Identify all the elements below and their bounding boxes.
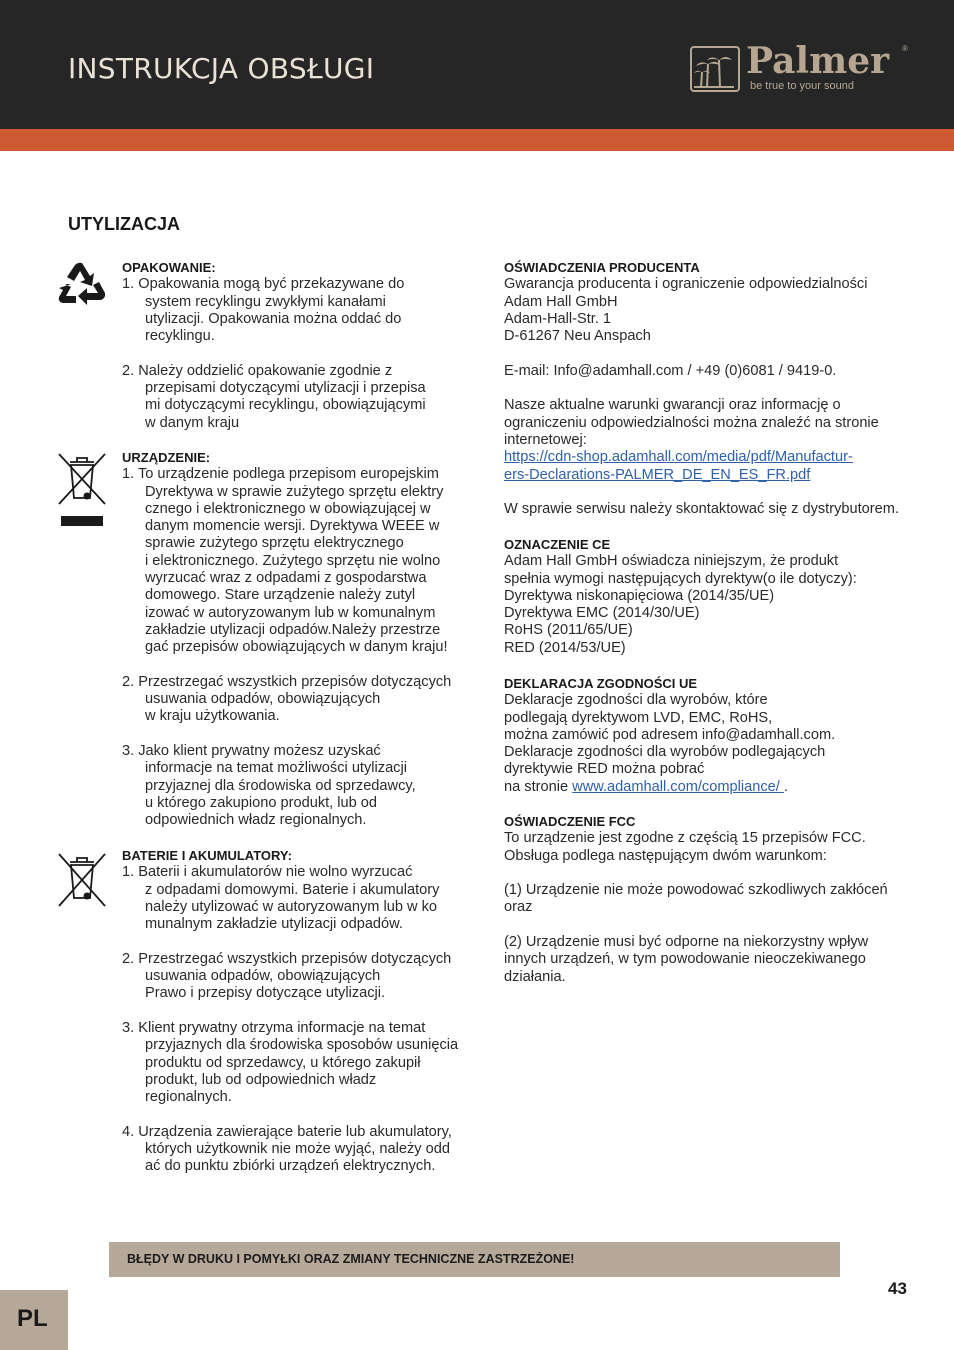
text-line: izować w autoryzowanym lub w komunalnym — [145, 604, 436, 621]
battery-bin-icon — [57, 852, 107, 913]
text-line: mi dotyczącymi recyklingu, obowiązującymi — [145, 397, 426, 414]
text-line: dyrektywie RED można pobrać — [504, 761, 705, 778]
text-line: w danym kraju — [145, 414, 240, 431]
text-line: informacje na temat możliwości utylizacji — [145, 760, 407, 777]
contact-email: E-mail: Info@adamhall.com / +49 (0)6081 / 9419-0. — [504, 362, 837, 379]
text-line: utylizacji. Opakowania można oddać do — [145, 310, 402, 327]
section-title: UTYLIZACJA — [68, 214, 180, 234]
text-line: 3. Jako klient prywatny możesz uzyskać — [122, 743, 381, 760]
text-line: ograniczeniu odpowiedzialności można znaleźć na stronie — [504, 414, 879, 431]
packaging-block — [122, 259, 426, 432]
text-line: podlegają dyrektywom LVD, EMC, RoHS, — [504, 709, 773, 726]
batteries-heading: BATERIE I AKUMULATORY: — [122, 848, 292, 863]
text-line: 1. To urządzenie podlega przepisom europejskim — [122, 466, 439, 483]
text-line: Deklaracje zgodności dla wyrobów, które — [504, 692, 768, 709]
text-line: 4. Urządzenia zawierające baterie lub akumulatory, — [122, 1123, 452, 1140]
language-code: PL — [17, 1305, 48, 1332]
accent-bar — [0, 129, 954, 151]
palmer-logo — [690, 40, 920, 96]
text-line: Dyrektywa w sprawie zużytego sprzętu elektry — [145, 483, 444, 500]
text-line: To urządzenie jest zgodne z częścią 15 przepisów FCC. — [504, 830, 866, 847]
service-note: W sprawie serwisu należy skontaktować się z dystrybutorem. — [504, 501, 899, 518]
device-heading: URZĄDZENIE: — [122, 450, 211, 465]
crossed-bin-icon — [57, 452, 107, 533]
declarations-link[interactable]: ers-Declarations-PALMER_DE_EN_ES_FR.pdf — [504, 466, 811, 483]
declarations-link[interactable]: https://cdn-shop.adamhall.com/media/pdf/Manufactur- — [504, 449, 853, 466]
text-line: przyjaznych dla środowiska sposobów usunięcia — [145, 1037, 459, 1054]
text-line: Adam Hall GmbH — [504, 293, 618, 310]
text-line: i elektronicznego. Zużytego sprzętu nie wolno — [145, 552, 441, 569]
text-line: u którego zakupiono produkt, lub od — [145, 794, 378, 811]
text-line: spełnia wymogi następujących dyrektyw(o ile dotyczy): — [504, 570, 857, 587]
manufacturer-block — [504, 259, 899, 518]
text-line: regionalnych. — [145, 1089, 232, 1106]
packaging-heading: OPAKOWANIE: — [122, 260, 216, 275]
text-line: cznego i elektronicznego w obowiązującej w — [145, 500, 431, 517]
manual-title: INSTRUKCJA OBSŁUGI — [68, 52, 375, 85]
text-line: usuwania odpadów, obowiązujących — [145, 968, 381, 985]
text-line: Dyrektywa niskonapięciowa (2014/35/UE) — [504, 587, 775, 604]
text-line: usuwania odpadów, obowiązujących — [145, 691, 381, 708]
text-line: Obsługa podlega następującym dwóm warunkom: — [504, 847, 827, 864]
text-line: z odpadami domowymi. Baterie i akumulatory — [145, 881, 440, 898]
batteries-block — [122, 847, 458, 1176]
registered-mark: ® — [902, 44, 908, 53]
footer-notice-bar — [109, 1242, 840, 1277]
fcc-block — [504, 813, 888, 986]
text-line: Prawo i przepisy dotyczące utylizacji. — [145, 985, 386, 1002]
text-line: 3. Klient prywatny otrzyma informacje na temat — [122, 1019, 426, 1036]
text-line: przyjaznej dla środowiska od sprzedawcy, — [145, 777, 416, 794]
text-line: 2. Przestrzegać wszystkich przepisów dotyczących — [122, 950, 452, 967]
eu-heading: DEKLARACJA ZGODNOŚCI UE — [504, 676, 698, 691]
text-line: 2. Należy oddzielić opakowanie zgodnie z — [122, 362, 393, 379]
text-line: produktu od sprzedawcy, u którego zakupił — [145, 1054, 421, 1071]
text-line: ać do punktu zbiórki urządzeń elektrycznych. — [145, 1158, 436, 1175]
text-line: Gwarancja producenta i ograniczenie odpowiedzialności — [504, 276, 868, 293]
text-line: sprawie zużytego sprzętu elektrycznego — [145, 535, 404, 552]
eu-declaration-block — [504, 675, 835, 796]
text-line: odpowiednich władz regionalnych. — [145, 812, 367, 829]
ce-heading: OZNACZENIE CE — [504, 537, 611, 552]
text-line: recyklingu. — [145, 328, 215, 345]
compliance-link[interactable]: www.adamhall.com/compliance/ — [572, 778, 784, 795]
footer-notice: BŁĘDY W DRUKU I POMYŁKI ORAZ ZMIANY TECHNICZNE ZASTRZEŻONE! — [127, 1252, 575, 1266]
text-line — [504, 779, 835, 796]
text-line: w kraju użytkowania. — [145, 708, 280, 725]
text-line: 1. Opakowania mogą być przekazywane do — [122, 276, 405, 293]
text-line: RoHS (2011/65/UE) — [504, 622, 633, 639]
device-block — [122, 449, 451, 830]
text-line: danym momencie wersji. Dyrektywa WEEE w — [145, 518, 440, 535]
text-line: przepisami dotyczącymi utylizacji i przepisa — [145, 380, 426, 397]
ce-block — [504, 536, 857, 657]
text-line: munalnym zakładzie utylizacji odpadów. — [145, 916, 403, 933]
page-header — [0, 0, 954, 129]
text-span: na stronie — [504, 778, 573, 795]
text-line: system recyklingu zwykłymi kanałami — [145, 293, 386, 310]
text-line: internetowej: — [504, 431, 587, 448]
text-line: Dyrektywa EMC (2014/30/UE) — [504, 605, 700, 622]
text-line: można zamówić pod adresem info@adamhall.com. — [504, 726, 836, 743]
text-line: (1) Urządzenie nie może powodować szkodliwych zakłóceń — [504, 882, 888, 899]
text-line: produkt, lub od odpowiednich władz — [145, 1071, 377, 1088]
text-line: 2. Przestrzegać wszystkich przepisów dotyczących — [122, 673, 452, 690]
recycling-icon — [57, 260, 107, 313]
text-line: RED (2014/53/UE) — [504, 639, 626, 656]
language-tab — [0, 1290, 68, 1350]
text-line: gać przepisów obowiązujących w danym kraju! — [145, 639, 448, 656]
manufacturer-heading: OŚWIADCZENIA PRODUCENTA — [504, 260, 700, 275]
text-line: których użytkownik nie może wyjąć, należy odd — [145, 1141, 450, 1158]
brand-name: Palmer — [746, 40, 890, 82]
text-line: oraz — [504, 899, 533, 916]
text-line: należy utylizować w autoryzowanym lub w ko — [145, 898, 437, 915]
text-line: Adam-Hall-Str. 1 — [504, 310, 612, 327]
text-line: 1. Baterii i akumulatorów nie wolno wyrzucać — [122, 864, 413, 881]
text-line: innych urządzeń, w tym powodowanie nieoczekiwanego — [504, 951, 866, 968]
text-line: domowego. Stare urządzenie należy zutyl — [145, 587, 416, 604]
palm-tree-icon — [690, 46, 740, 92]
page-number: 43 — [888, 1279, 907, 1298]
text-line: Deklaracje zgodności dla wyrobów podlegających — [504, 744, 826, 761]
text-line: Adam Hall GmbH oświadcza niniejszym, że produkt — [504, 553, 839, 570]
text-line: zakładzie utylizacji odpadów.Należy przestrze — [145, 621, 441, 638]
text-line: działania. — [504, 968, 566, 985]
text-line: D-61267 Neu Anspach — [504, 328, 651, 345]
text-line: wyrzucać wraz z odpadami z gospodarstwa — [145, 570, 427, 587]
text-line: Nasze aktualne warunki gwarancji oraz informację o — [504, 397, 841, 414]
brand-tagline: be true to your sound — [750, 80, 854, 92]
fcc-heading: OŚWIADCZENIE FCC — [504, 814, 636, 829]
text-line: (2) Urządzenie musi być odporne na niekorzystny wpływ — [504, 934, 869, 951]
text-span: . — [783, 778, 788, 795]
